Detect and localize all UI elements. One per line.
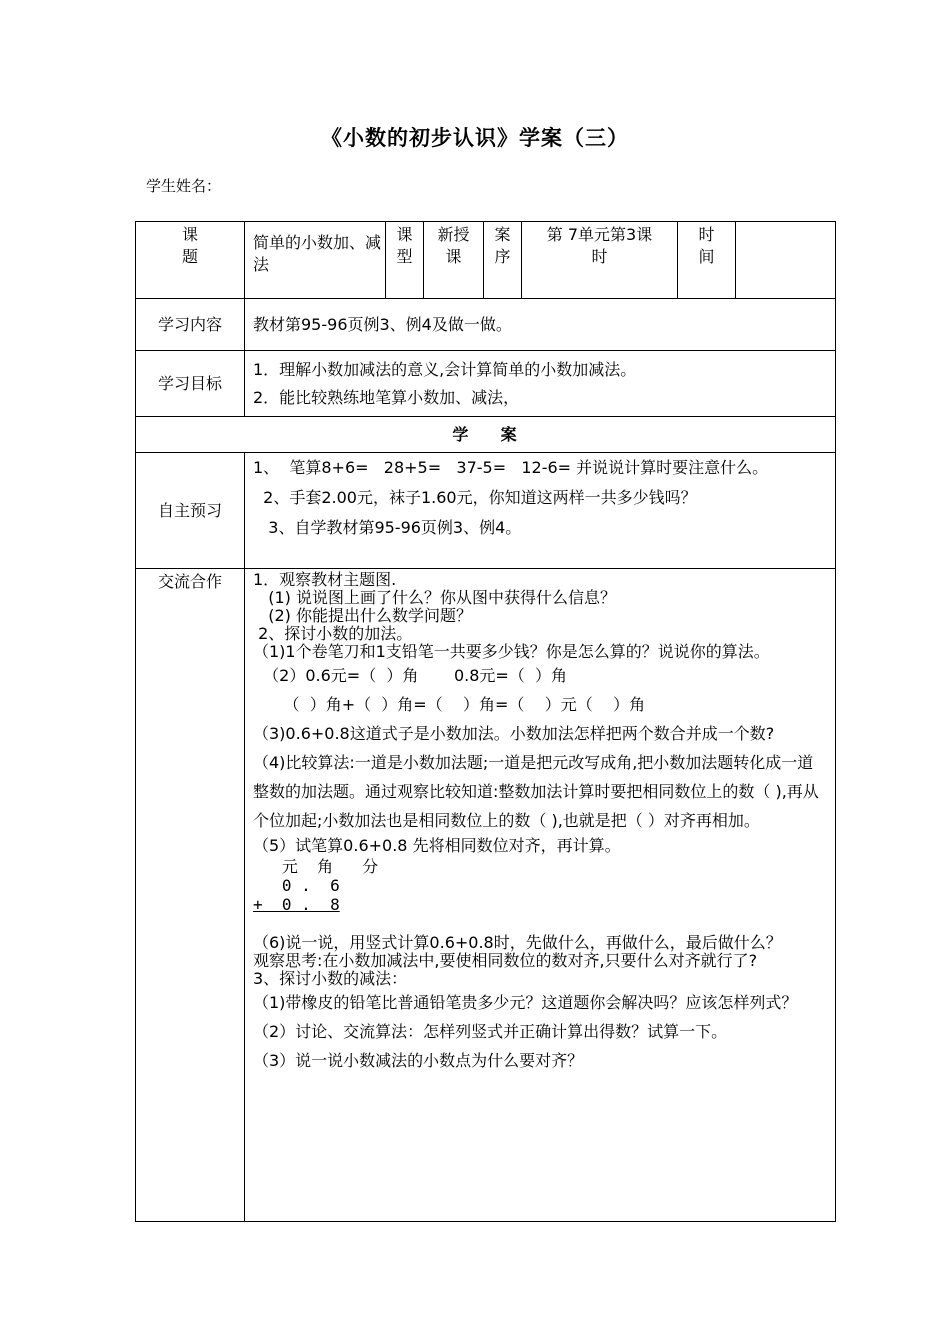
seq-label: 案 序 [484, 222, 522, 299]
type-value: 新授 课 [424, 222, 484, 299]
goal-item: 1．理解小数加减法的意义,会计算简单的小数加减法。 [253, 359, 637, 379]
time-label: 时 间 [678, 222, 736, 299]
type-label: 课 型 [386, 222, 424, 299]
topic-label: 课 题 [136, 222, 245, 299]
coop-line: (2) 你能提出什么数学问题？ [253, 606, 473, 625]
preview-label: 自主预习 [136, 453, 245, 569]
page-title: 《小数的初步认识》学案（三） [321, 126, 629, 150]
section-title: 学 案 [136, 417, 836, 453]
content-row [136, 299, 836, 351]
coop-line: （3）说一说小数减法的小数点为什么要对齐？ [253, 1051, 584, 1070]
coop-line: （1)带橡皮的铅笔比普通铅笔贵多少元？这道题你会解决吗？应该怎样列式？ [253, 993, 798, 1012]
content-value: 教材第95-96页例3、例4及做一做。 [245, 299, 836, 351]
coop-line: 1．观察教材主题图. [253, 570, 397, 589]
coop-line: (1) 说说图上画了什么？你从图中获得什么信息？ [253, 588, 617, 607]
preview-row [136, 453, 836, 569]
content-label: 学习内容 [136, 299, 245, 351]
vertical-calc-header: 元 角 分 [253, 857, 379, 876]
vertical-calc-line: + 0 . 8 [253, 895, 340, 914]
coop-content [245, 569, 836, 1222]
topic-value: 简单的小数加、减法 [245, 222, 386, 299]
section-row [136, 417, 836, 453]
coop-line: （3)0.6+0.8这道式子是小数加法。小数加法怎样把两个数合并成一个数? [253, 724, 775, 743]
coop-row [136, 569, 836, 1222]
preview-item: 1、 笔算8+6= 28+5= 37-5= 12-6= 并说说计算时要注意什么。 [253, 458, 769, 477]
goals-label: 学习目标 [136, 351, 245, 417]
coop-line: 2、探讨小数的加法。 [253, 624, 413, 643]
goal-item: 2．能比较熟练地笔算小数加、减法， [253, 387, 520, 407]
student-name-label: 学生姓名： [146, 177, 222, 195]
coop-line: （4)比较算法:一道是小数加法题;一道是把元改写成角,把小数加法题转化成一道整数的加法题。通过观察比较知道:整数加法计算时要把相同数位上的数（ ),再从个位加起;小数加法也是相同数位上的数（ ),也就是把（ ）对齐再相加。 [253, 753, 819, 830]
preview-list [245, 453, 836, 569]
coop-line: （6)说一说，用竖式计算0.6+0.8时，先做什么，再做什么，最后做什么？ [253, 933, 782, 952]
header-row [136, 222, 836, 299]
coop-line: （5）试笔算0.6+0.8 先将相同数位对齐，再计算。 [253, 836, 621, 855]
lesson-table [135, 221, 836, 1222]
time-value [736, 222, 836, 299]
preview-item: 3、自学教材第95-96页例3、例4。 [253, 518, 522, 537]
coop-label: 交流合作 [136, 569, 245, 1222]
preview-item: 2、手套2.00元，袜子1.60元，你知道这两样一共多少钱吗？ [253, 488, 697, 507]
coop-line: 3、探讨小数的减法： [253, 969, 408, 988]
coop-line: （2）讨论、交流算法：怎样列竖式并正确计算出得数？试算一下。 [253, 1022, 728, 1041]
coop-line: 观察思考:在小数加减法中,要使相同数位的数对齐,只要什么对齐就行了? [253, 951, 758, 970]
coop-line: （1)1个卷笔刀和1支铅笔一共要多少钱？你是怎么算的？说说你的算法。 [253, 642, 770, 661]
vertical-calc-line: 0 . 6 [253, 876, 340, 895]
seq-value: 第 7单元第3课 时 [522, 222, 678, 299]
goals-row [136, 351, 836, 417]
goals-list [245, 351, 836, 417]
coop-line: （2）0.6元=（ ）角 0.8元=（ ）角 [253, 666, 568, 685]
coop-line: （ ）角+（ ）角=（ ）角=（ ）元（ ）角 [253, 695, 646, 714]
